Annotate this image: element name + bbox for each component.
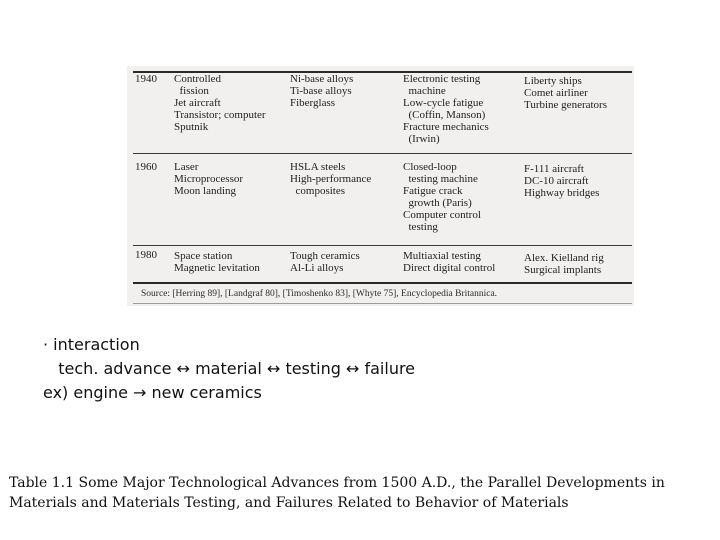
testing-1940: Electronic testing machine Low-cycle fatigue (Coffin, Manson) Fracture mechanics (Irwin) <box>403 73 489 145</box>
notes-example: ex) engine → new ceramics <box>43 383 262 402</box>
table-caption: Table 1.1 Some Major Technological Advances from 1500 A.D., the Parallel Developments in Materials and Materials Testing, and Failures Related to Behavior of Materials <box>9 475 665 511</box>
interaction-notes <box>43 333 415 405</box>
materials-1980: Tough ceramics Al-Li alloys <box>290 250 360 274</box>
failures-1940: Liberty ships Comet airliner Turbine generators <box>524 75 607 111</box>
failures-1980: Alex. Kielland rig Surgical implants <box>524 252 604 276</box>
source-rule <box>133 303 632 304</box>
materials-1960: HSLA steels High-performance composites <box>290 161 372 197</box>
notes-chain: tech. advance ↔ material ↔ testing ↔ failure <box>43 359 416 378</box>
year-1980: 1980 <box>135 249 157 261</box>
table-source-note: Source: [Herring 89], [Landgraf 80], [Timoshenko 83], [Whyte 75], Encyclopedia Britannica. <box>141 289 498 299</box>
scanned-table <box>127 66 634 306</box>
table-bottom-rule <box>133 282 632 284</box>
notes-heading: · interaction <box>43 335 140 354</box>
row-divider <box>133 153 632 154</box>
failures-1960: F-111 aircraft DC-10 aircraft Highway bridges <box>524 163 600 199</box>
materials-1940: Ni-base alloys Ti-base alloys Fiberglass <box>290 73 354 109</box>
advances-1980: Space station Magnetic levitation <box>174 250 260 274</box>
testing-1960: Closed-loop testing machine Fatigue crack growth (Paris) Computer control testing <box>403 161 481 233</box>
row-divider <box>133 245 632 246</box>
advances-1940: Controlled fission Jet aircraft Transistor; computer Sputnik <box>174 73 266 133</box>
year-1960: 1960 <box>135 161 157 173</box>
advances-1960: Laser Microprocessor Moon landing <box>174 161 244 197</box>
testing-1980: Multiaxial testing Direct digital control <box>403 250 496 274</box>
year-1940: 1940 <box>135 73 157 85</box>
